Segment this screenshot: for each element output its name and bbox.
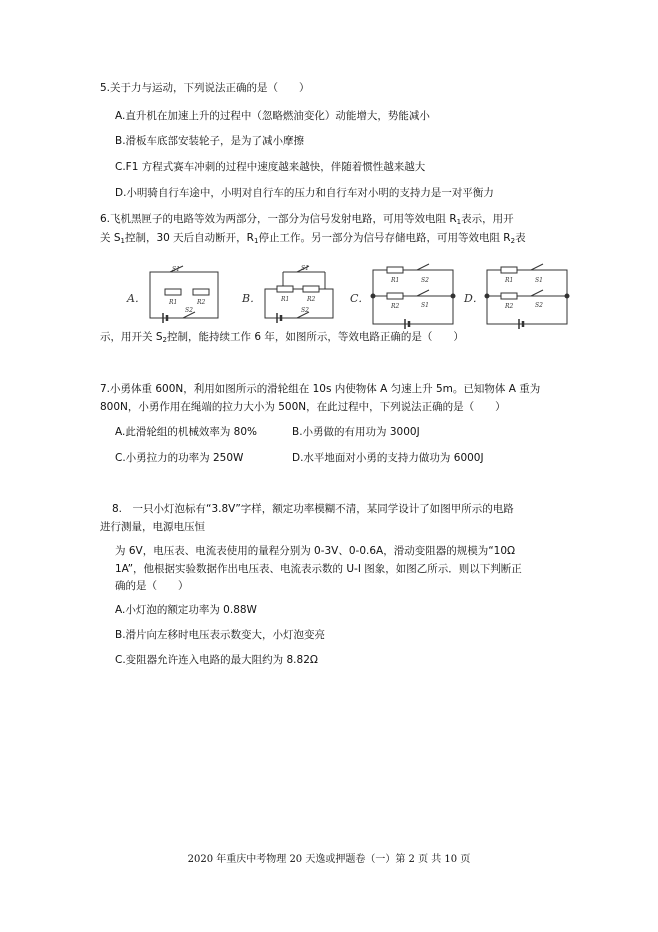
- circuit-b-r2: [303, 286, 319, 292]
- circuit-b-label-s2: S2: [301, 307, 309, 314]
- circuit-d-s1: [531, 264, 543, 270]
- q5-option-c: C.F1 方程式赛车冲刺的过程中速度越来越快，伴随着惯性越来越大: [115, 161, 426, 173]
- q8-option-a: A.小灯泡的额定功率为 0.88W: [115, 604, 257, 616]
- q5-option-d: D.小明骑自行车途中，小明对自行车的压力和自行车对小明的支持力是一对平衡力: [115, 187, 494, 199]
- q7-option-c: C.小勇拉力的功率为 250W: [115, 452, 244, 464]
- q6-line2-b: 控制，30 天后自动断开，R: [124, 232, 254, 244]
- circuit-a: [150, 266, 218, 323]
- circuit-b-label-r2: R2: [307, 296, 316, 303]
- circuit-a-r2: [193, 289, 209, 295]
- q6-line2-a: 关 S: [100, 232, 121, 244]
- q6-line1-end: 表示，用开: [461, 213, 514, 225]
- circuit-d: [485, 264, 569, 329]
- circuit-d-label-s1: S1: [535, 277, 543, 284]
- circuit-c-label-s1: S1: [421, 302, 429, 309]
- circuit-a-r1: [165, 289, 181, 295]
- q5-stem: 5.关于力与运动，下列说法正确的是（ ）: [100, 82, 310, 94]
- circuit-b-frame: [265, 289, 333, 318]
- q5-option-b: B.滑板车底部安装轮子，是为了减小摩擦: [115, 135, 305, 147]
- q6-line3: [100, 330, 464, 345]
- q8-option-c: C.变阻器允许连入电路的最大阻约为 8.82Ω: [115, 654, 318, 666]
- circuit-d-frame: [487, 270, 567, 324]
- q5-option-a: A.直升机在加速上升的过程中（忽略燃油变化）动能增大，势能减小: [115, 110, 430, 122]
- q6-line3-b: 控制，能持续工作 6 年，如图所示，等效电路正确的是（ ）: [166, 331, 464, 343]
- circuit-c: [371, 264, 455, 329]
- q6-line1-sub: 1: [456, 218, 462, 226]
- q6-line2-sub1: 1: [120, 237, 125, 245]
- circuit-b: [265, 266, 333, 323]
- q8-line5: 确的是（ ）: [115, 580, 189, 592]
- q6-line1: [100, 212, 514, 227]
- q8-line2: 进行测量，电源电压恒: [100, 521, 205, 533]
- q6-line2-sub3: 2: [510, 237, 516, 245]
- circuit-a-label-r1: R1: [169, 299, 178, 306]
- q6-line3-sub: 2: [162, 336, 167, 344]
- circuit-d-letter: D．: [464, 292, 484, 305]
- q8-line1: 8. 一只小灯泡标有“3.8V”字样，额定功率模糊不清，某同学设计了如图甲所示的电路: [112, 503, 514, 515]
- circuit-c-r1: [387, 267, 403, 273]
- q6-line2-sub2: 1: [253, 237, 259, 245]
- circuit-d-r2: [501, 293, 517, 299]
- q7-option-b: B.小勇做的有用功为 3000J: [292, 426, 420, 438]
- circuit-b-r1: [277, 286, 293, 292]
- circuit-b-label-r1: R1: [281, 296, 290, 303]
- circuit-b-label-s1: S1: [301, 265, 309, 272]
- circuit-a-label-r2: R2: [197, 299, 206, 306]
- q6-circuit-diagrams: [125, 262, 575, 332]
- q8-line3: 为 6V，电压表、电流表使用的量程分别为 0-3V、0-0.6A，滑动变阻器的规模为“10Ω: [115, 545, 516, 557]
- q8-option-b: B.滑片向左移时电压表示数变大，小灯泡变亮: [115, 629, 326, 641]
- q6-line2-d: 表: [515, 232, 526, 244]
- circuit-c-label-r1: R1: [391, 277, 400, 284]
- circuit-d-s2: [531, 290, 543, 296]
- circuit-c-frame: [373, 270, 453, 324]
- q7-option-d: D.水平地面对小勇的支持力做功为 6000J: [292, 452, 484, 464]
- circuit-a-letter: A．: [127, 292, 146, 305]
- circuit-c-r2: [387, 293, 403, 299]
- circuit-b-letter: B．: [242, 292, 262, 305]
- q6-line2: [100, 231, 526, 246]
- q8-line4: 1A”，他根据实验数据作出电压表、电流表示数的 U-I 图象，如图乙所示．则以下判断正: [115, 563, 522, 575]
- circuit-d-label-r1: R1: [505, 277, 514, 284]
- q6-line1-text: 6.飞机黑匣子的电路等效为两部分，一部分为信号发射电路，可用等效电阻 R: [100, 213, 457, 225]
- circuit-a-label-s2: S2: [185, 307, 193, 314]
- q7-line1: 7.小勇体重 600N，利用如图所示的滑轮组在 10s 内使物体 A 匀速上升 5m。已知物体 A 重为: [100, 383, 541, 395]
- q7-line2: 800N，小勇作用在绳端的拉力大小为 500N，在此过程中，下列说法正确的是（ ）: [100, 401, 506, 413]
- circuit-d-label-r2: R2: [505, 303, 514, 310]
- circuit-c-label-r2: R2: [391, 303, 400, 310]
- q7-option-a: A.此滑轮组的机械效率为 80%: [115, 426, 258, 438]
- circuit-c-letter: C．: [350, 292, 370, 305]
- page-footer: 2020 年重庆中考物理 20 天逸或押题卷（一）第 2 页 共 10 页: [187, 854, 471, 865]
- circuit-c-s2: [417, 264, 429, 270]
- q6-line3-a: 示，用开关 S: [100, 331, 163, 343]
- circuit-d-label-s2: S2: [535, 302, 543, 309]
- q6-line2-c: 停止工作。另一部分为信号存储电路，可用等效电阻 R: [258, 232, 511, 244]
- circuit-c-s1: [417, 290, 429, 296]
- circuit-d-r1: [501, 267, 517, 273]
- circuit-a-label-s1: S1: [172, 266, 180, 273]
- circuit-c-label-s2: S2: [421, 277, 429, 284]
